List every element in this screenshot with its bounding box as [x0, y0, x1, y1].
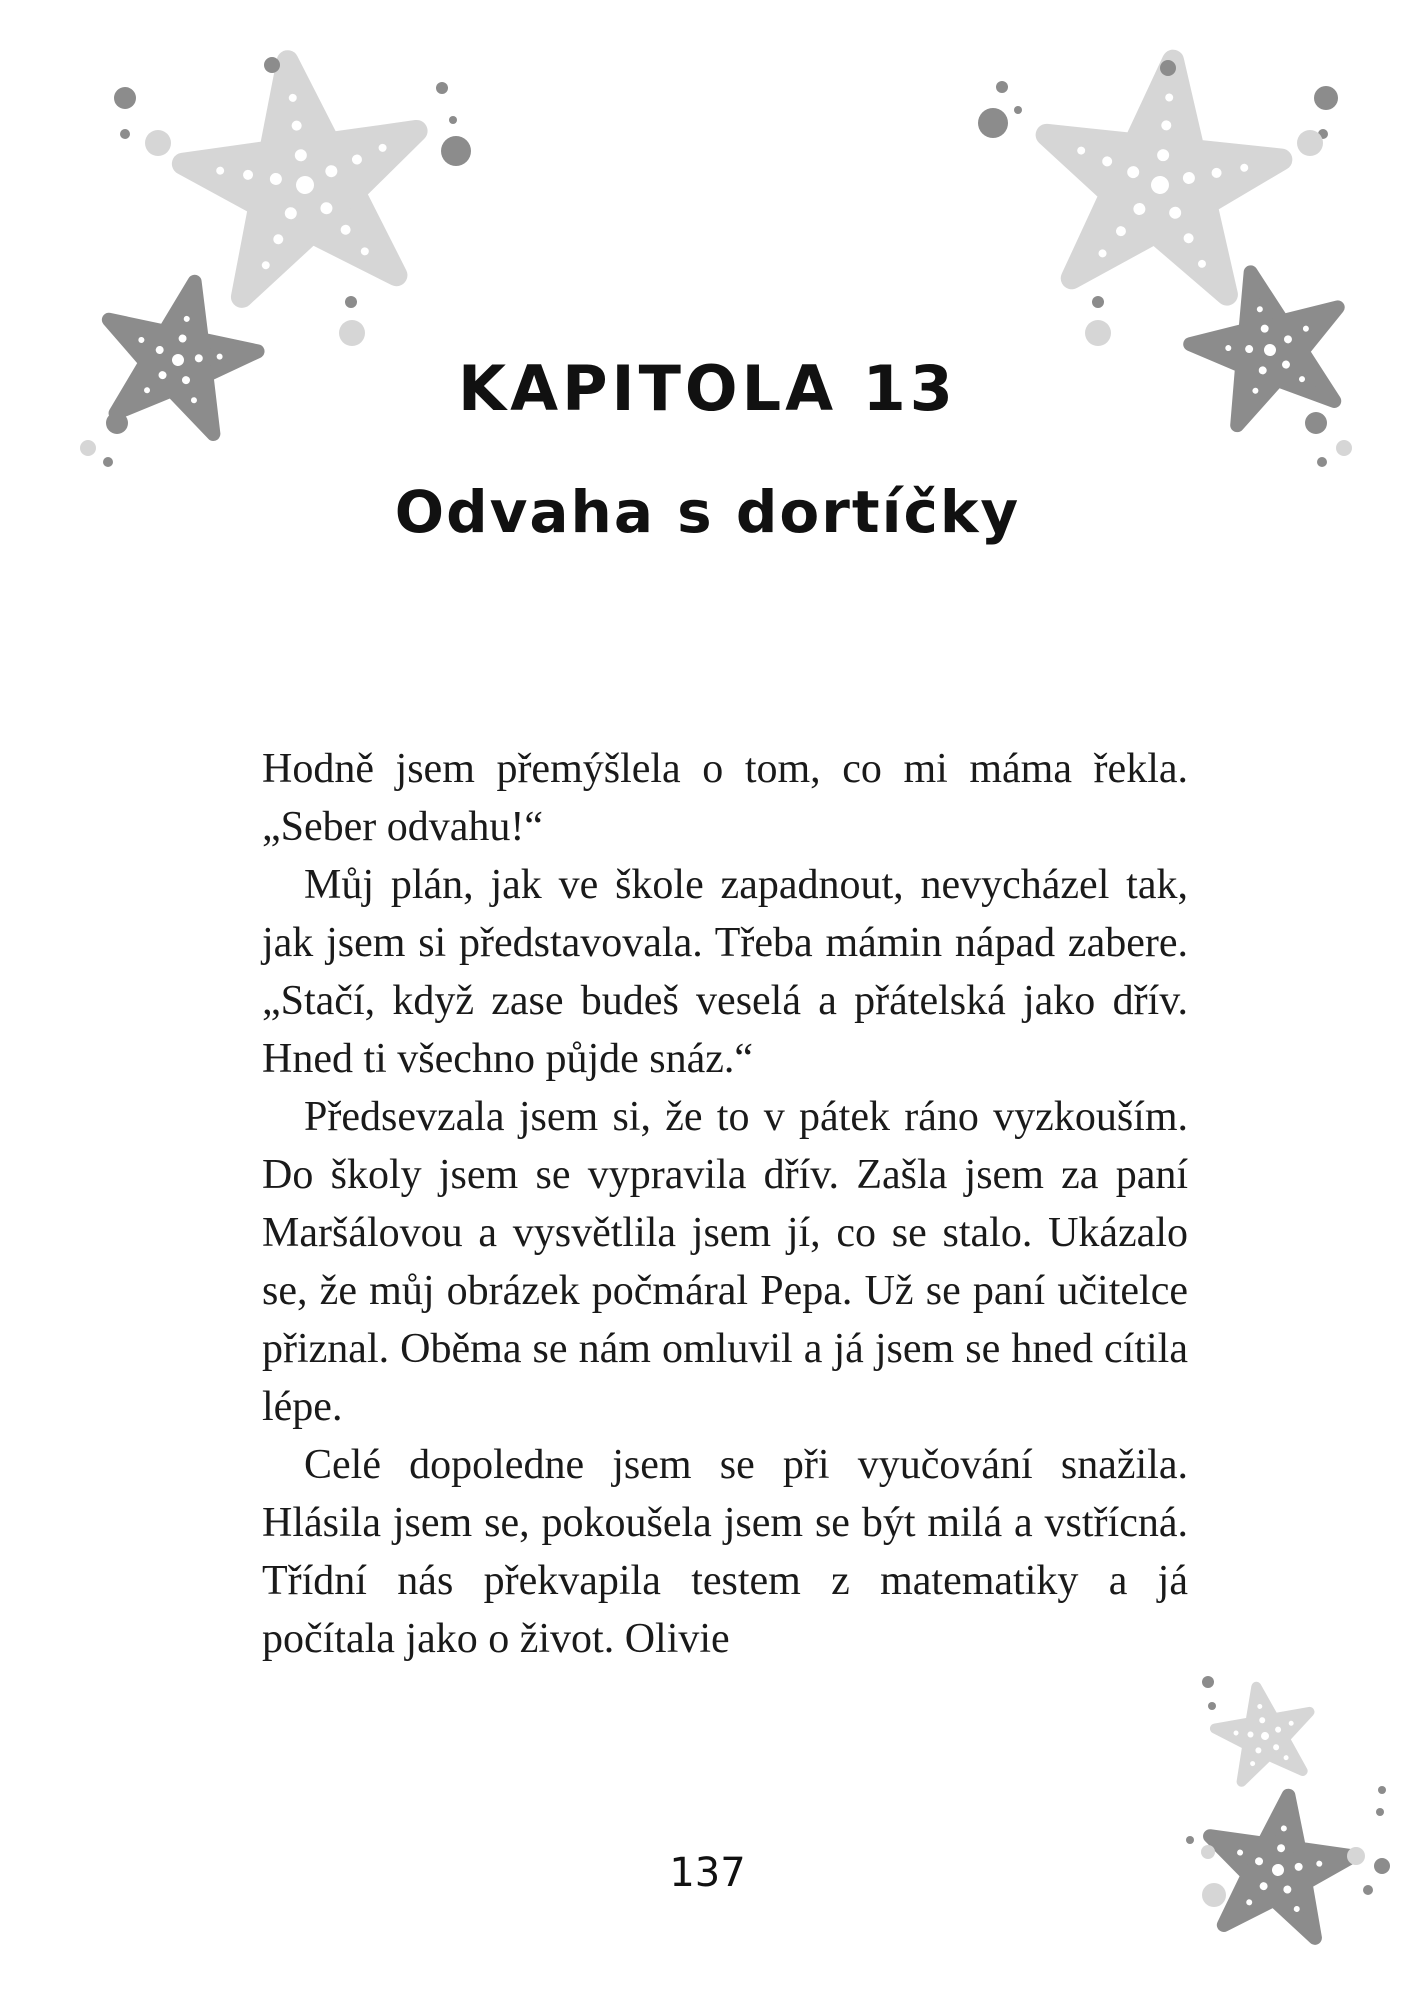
starfish-decoration-bottom-right: [1170, 1670, 1410, 1990]
starfish-icon: [171, 45, 436, 303]
starfish-icon: [1032, 48, 1290, 298]
chapter-label: KAPITOLA 13: [458, 352, 957, 425]
paragraph: Celé dopoledne jsem se při vyučování snažila. Hlásila jsem se, pokoušela jsem se být milá a vstřícná. Třídní nás překvapila testem z matematiky a já počítala jako o život. Olivie: [262, 1442, 1188, 1662]
paragraph: Hodně jsem přemýšlela o tom, co mi máma řekla. „Seber odvahu!“: [262, 746, 1188, 850]
chapter-title: Odvaha s dortíčky: [394, 478, 1021, 546]
paragraph: Můj plán, jak ve škole zapadnout, nevycházel tak, jak jsem si představovala. Třeba mámin nápad zabere. „Stačí, když zase budeš veselá a přátelská jako dřív. Hned ti všechno půjde snáz.“: [262, 862, 1188, 1082]
chapter-body: [262, 740, 1188, 1668]
paragraph: Předsevzala jsem si, že to v pátek ráno vyzkouším. Do školy jsem se vypravila dřív. Zašla jsem za paní Maršálovou a vysvětlila jsem jí, co se stalo. Ukázalo se, že můj obrázek počmáral Pepa. Už se paní učitelce přiznal. Oběma se nám omluvil a já jsem se hned cítila lépe.: [262, 1094, 1188, 1430]
starfish-icon: [1209, 1678, 1319, 1784]
page-number: 137: [669, 1850, 746, 1896]
